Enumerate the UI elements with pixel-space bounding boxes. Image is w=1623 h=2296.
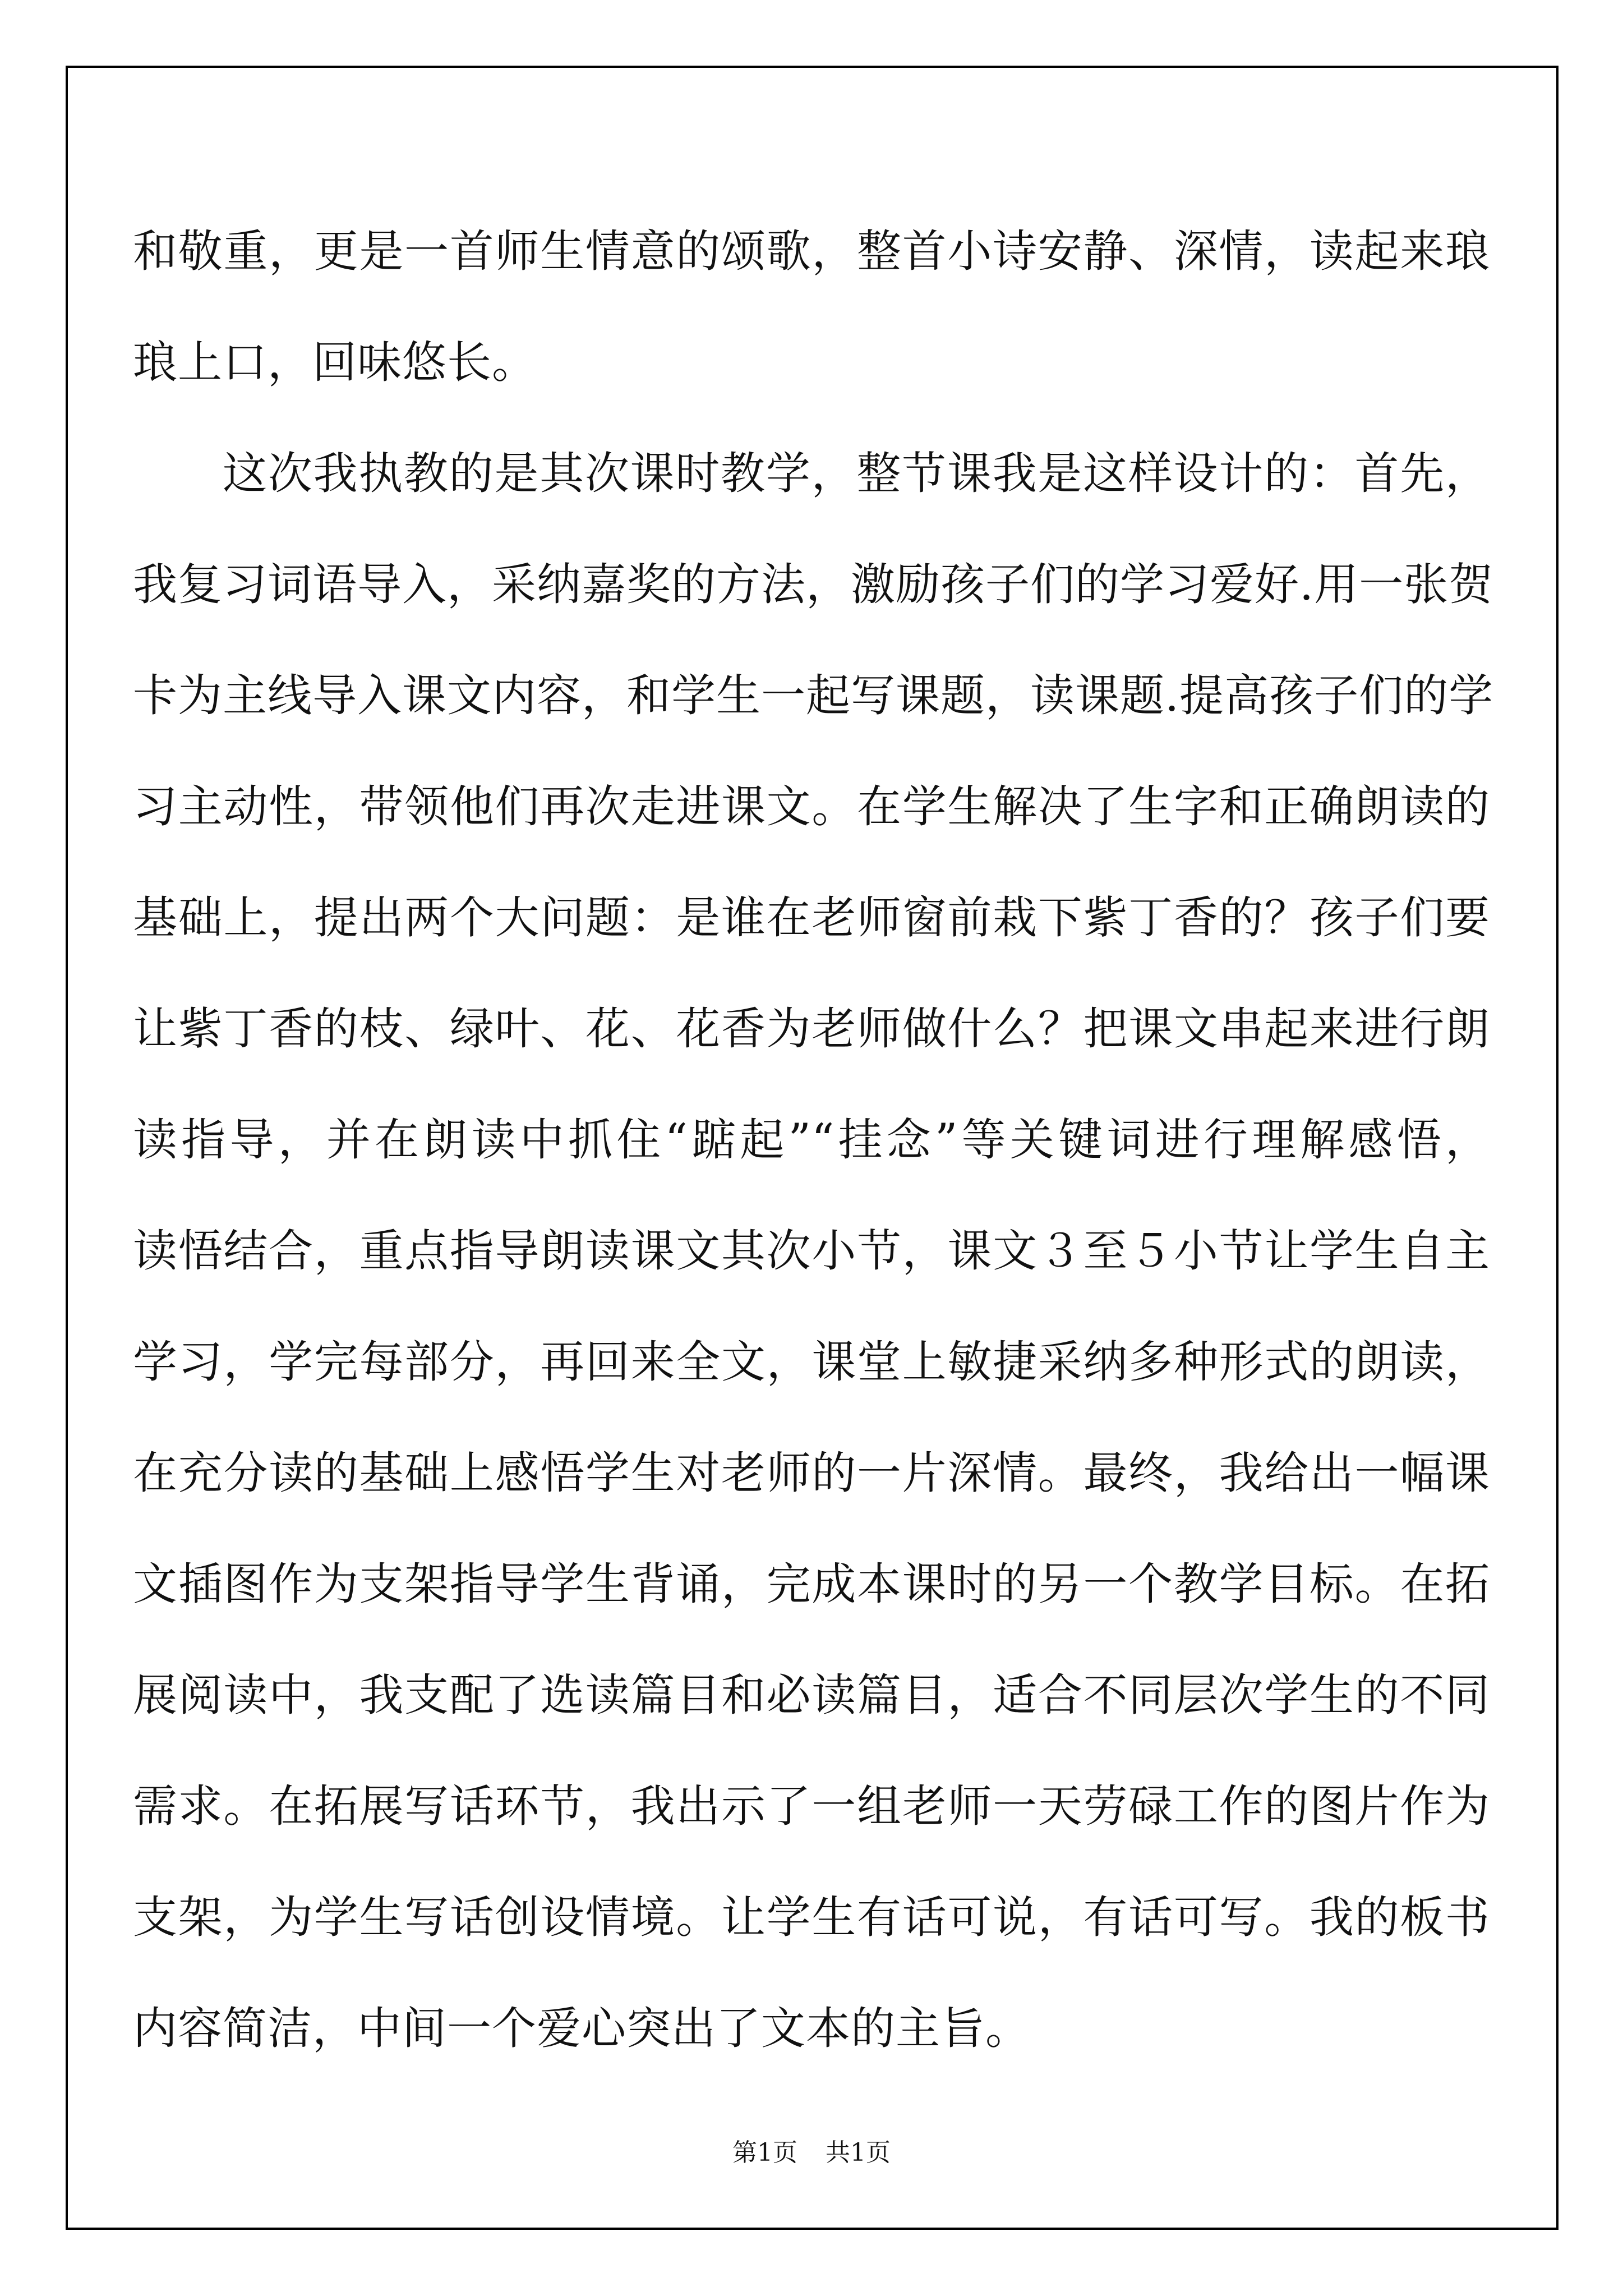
paragraph-first-line: 这次我执教的是其次课时教学，整节课我是这样设计的：首先， xyxy=(223,448,1490,499)
text-line: 学习，学完每部分，再回来全文，课堂上敏捷采纳多种形式的朗读， xyxy=(133,1336,1490,1388)
text-line: 文插图作为支架指导学生背诵，完成本课时的另一个教学目标。在拓 xyxy=(133,1558,1490,1610)
text-line: 琅上口，回味悠长。 xyxy=(133,337,537,388)
page-number: 第1页 xyxy=(732,2138,797,2167)
text-line: 我复习词语导入，采纳嘉奖的方法，激励孩子们的学习爱好.用一张贺 xyxy=(133,559,1494,610)
text-line: 让紫丁香的枝、绿叶、花、花香为老师做什么？把课文串起来进行朗 xyxy=(133,1003,1490,1055)
page-total: 共1页 xyxy=(826,2138,891,2167)
text-line: 支架，为学生写话创设情境。让学生有话可说，有话可写。我的板书 xyxy=(133,1892,1490,1943)
text-line: 基础上，提出两个大问题：是谁在老师窗前栽下紫丁香的？孩子们要 xyxy=(133,892,1490,944)
text-line: 展阅读中，我支配了选读篇目和必读篇目，适合不同层次学生的不同 xyxy=(133,1669,1490,1721)
text-line: 和敬重，更是一首师生情意的颂歌，整首小诗安静、深情，读起来琅 xyxy=(133,226,1490,277)
text-line: 需求。在拓展写话环节，我出示了一组老师一天劳碌工作的图片作为 xyxy=(133,1780,1490,1832)
text-line: 习主动性，带领他们再次走进课文。在学生解决了生字和正确朗读的 xyxy=(133,781,1490,832)
text-line: 在充分读的基础上感悟学生对老师的一片深情。最终，我给出一幅课 xyxy=(133,1447,1490,1499)
text-line: 读指导，并在朗读中抓住“踮起”“挂念”等关键词进行理解感悟， xyxy=(133,1114,1490,1166)
text-line: 卡为主线导入课文内容，和学生一起写课题，读课题.提高孩子们的学 xyxy=(133,670,1494,721)
text-line: 读悟结合，重点指导朗读课文其次小节，课文３至５小节让学生自主 xyxy=(133,1225,1490,1277)
page-footer xyxy=(0,2136,1623,2170)
text-line: 内容简洁，中间一个爱心突出了文本的主旨。 xyxy=(133,2003,1030,2054)
